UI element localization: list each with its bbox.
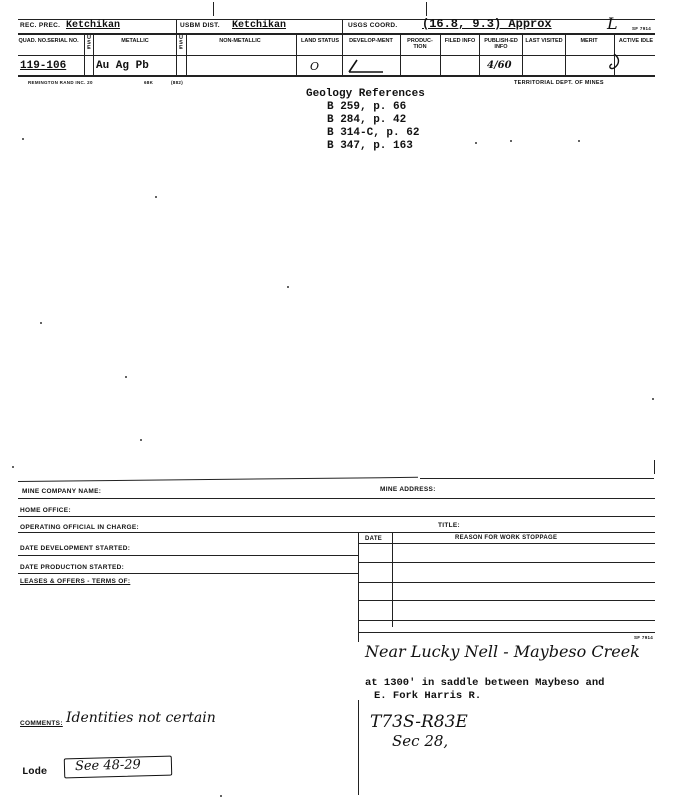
mine-address-label: MINE ADDRESS: — [380, 486, 436, 493]
usgs-coord-value: (16.8, 9.3) Approx — [422, 17, 552, 31]
scan-speck — [40, 322, 42, 324]
top-tick-right — [426, 2, 427, 16]
col-div-use — [93, 33, 94, 75]
rule-mine-company — [18, 498, 655, 499]
stoppage-date-divider — [392, 532, 393, 627]
scan-speck — [220, 795, 222, 797]
home-office-label: HOME OFFICE: — [20, 507, 71, 514]
col-div-pub — [522, 33, 523, 75]
col-metallic: METALLIC — [121, 38, 149, 44]
col-merit: MERIT — [580, 38, 598, 44]
scan-speck — [578, 140, 580, 142]
rec-prec-label: REC. PREC. — [20, 22, 61, 29]
col-div-nonmet — [296, 33, 297, 75]
col-div-use2 — [186, 33, 187, 75]
lode-reference-text: See 48-29 — [74, 757, 142, 775]
handwritten-location: Near Lucky Nell - Maybeso Creek — [365, 642, 640, 661]
col-div-filed — [479, 33, 480, 75]
date-col-header: DATE — [365, 536, 383, 542]
col-div-land — [342, 33, 343, 75]
col-published-info: PUBLISH-ED INFO — [484, 38, 518, 50]
col-active-idle: ACTIVE IDLE — [618, 38, 654, 44]
stoppage-row-1 — [358, 562, 655, 563]
col-filed-info: FILED INFO — [444, 38, 476, 44]
imprint-left: REMINGTON RAND INC. 20 — [28, 80, 93, 85]
geology-ref-3: B 314-C, p. 62 — [327, 127, 420, 139]
usbm-dist-label: USBM DIST. — [180, 22, 220, 29]
header-bottom-rule — [18, 75, 655, 77]
land-status-value: O — [310, 60, 320, 73]
metallic-value: Au Ag Pb — [96, 60, 149, 72]
quad-serial-value: 119-106 — [20, 60, 67, 72]
date-development-started-label: DATE DEVELOPMENT STARTED: — [20, 545, 131, 552]
header-col-rule — [18, 55, 655, 56]
typed-location-line-2: E. Fork Harris R. — [374, 690, 482, 702]
title-label: TITLE: — [438, 522, 461, 529]
lower-top-rule-right — [420, 478, 654, 479]
col-serial-no: SERIAL NO. — [47, 38, 79, 44]
typed-location-line-1: at 1300' in saddle between Maybeso and — [365, 677, 605, 689]
stoppage-left-border — [358, 532, 359, 642]
scan-speck — [475, 142, 477, 144]
rule-date-prod — [18, 573, 358, 574]
col-non-metallic: NON-METALLIC — [219, 38, 261, 44]
imprint-right: TERRITORIAL DEPT. OF MINES — [514, 80, 604, 86]
stoppage-bottom-rule — [358, 632, 655, 633]
stoppage-row-2 — [358, 582, 655, 583]
stoppage-header-rule — [358, 543, 655, 544]
active-idle-mark — [606, 50, 646, 76]
date-production-started-label: DATE PRODUCTION STARTED: — [20, 564, 125, 571]
col-quad-no: QUAD. NO. — [18, 38, 48, 44]
rec-prec-value: Ketchikan — [66, 20, 121, 31]
imprint-mid2: (882) — [171, 80, 184, 85]
lode-label: Lode — [22, 766, 48, 778]
stoppage-row-3 — [358, 600, 655, 601]
header-divider-1 — [176, 19, 177, 34]
form-number-lower: SF 7914 — [634, 635, 654, 640]
scan-speck — [140, 439, 142, 441]
geology-ref-4: B 347, p. 163 — [327, 140, 413, 152]
imprint-mid1: 68K — [144, 80, 154, 85]
col-div-last — [565, 33, 566, 75]
usgs-coord-label: USGS COORD. — [348, 22, 398, 29]
rule-home-office — [18, 516, 655, 517]
scan-speck — [652, 398, 654, 400]
header-divider-2 — [342, 19, 343, 34]
usbm-dist-value: Ketchikan — [232, 20, 287, 31]
col-last-visited: LAST VISITED — [525, 38, 563, 44]
operating-official-label: OPERATING OFFICIAL IN CHARGE: — [20, 524, 139, 531]
rule-date-dev — [18, 555, 358, 556]
section-number: Sec 28, — [392, 732, 449, 750]
corner-mark: L — [607, 14, 618, 33]
scan-speck — [510, 140, 512, 142]
township-range: T73S-R83E — [370, 712, 468, 732]
col-development: DEVELOP-MENT — [349, 38, 393, 44]
scan-speck — [22, 138, 24, 140]
rule-operating-official — [18, 532, 655, 533]
lower-top-rule-left — [18, 477, 418, 482]
col-div-prod — [440, 33, 441, 75]
right-edge-tick — [654, 460, 655, 474]
col-use-letters-2: U S E — [179, 35, 183, 51]
header-mid-rule — [18, 33, 655, 35]
published-info-value: 4/60 — [487, 60, 512, 71]
stoppage-row-4 — [358, 620, 655, 621]
scan-speck — [12, 466, 14, 468]
lode-reference — [64, 756, 172, 779]
form-number-top: SF 7914 — [632, 26, 652, 31]
col-production: PRODUC-TION — [407, 38, 433, 50]
comments-label: COMMENTS: — [20, 720, 63, 727]
mine-company-name-label: MINE COMPANY NAME: — [22, 488, 102, 495]
scan-speck — [125, 376, 127, 378]
col-use-letters: U S E — [87, 35, 91, 51]
leases-offers-label: LEASES & OFFERS - TERMS OF: — [20, 578, 131, 585]
development-check-mark — [345, 56, 387, 76]
reason-col-header: REASON FOR WORK STOPPAGE — [455, 535, 558, 541]
geology-title: Geology References — [306, 88, 425, 100]
geology-ref-1: B 259, p. 66 — [327, 101, 407, 113]
scan-speck — [287, 286, 289, 288]
col-land-status: LAND STATUS — [301, 38, 339, 44]
comments-value: Identities not certain — [66, 710, 216, 726]
col-div-dev — [400, 33, 401, 75]
top-tick-left — [213, 2, 214, 16]
geology-ref-2: B 284, p. 42 — [327, 114, 407, 126]
location-left-border — [358, 700, 359, 795]
scan-speck — [155, 196, 157, 198]
